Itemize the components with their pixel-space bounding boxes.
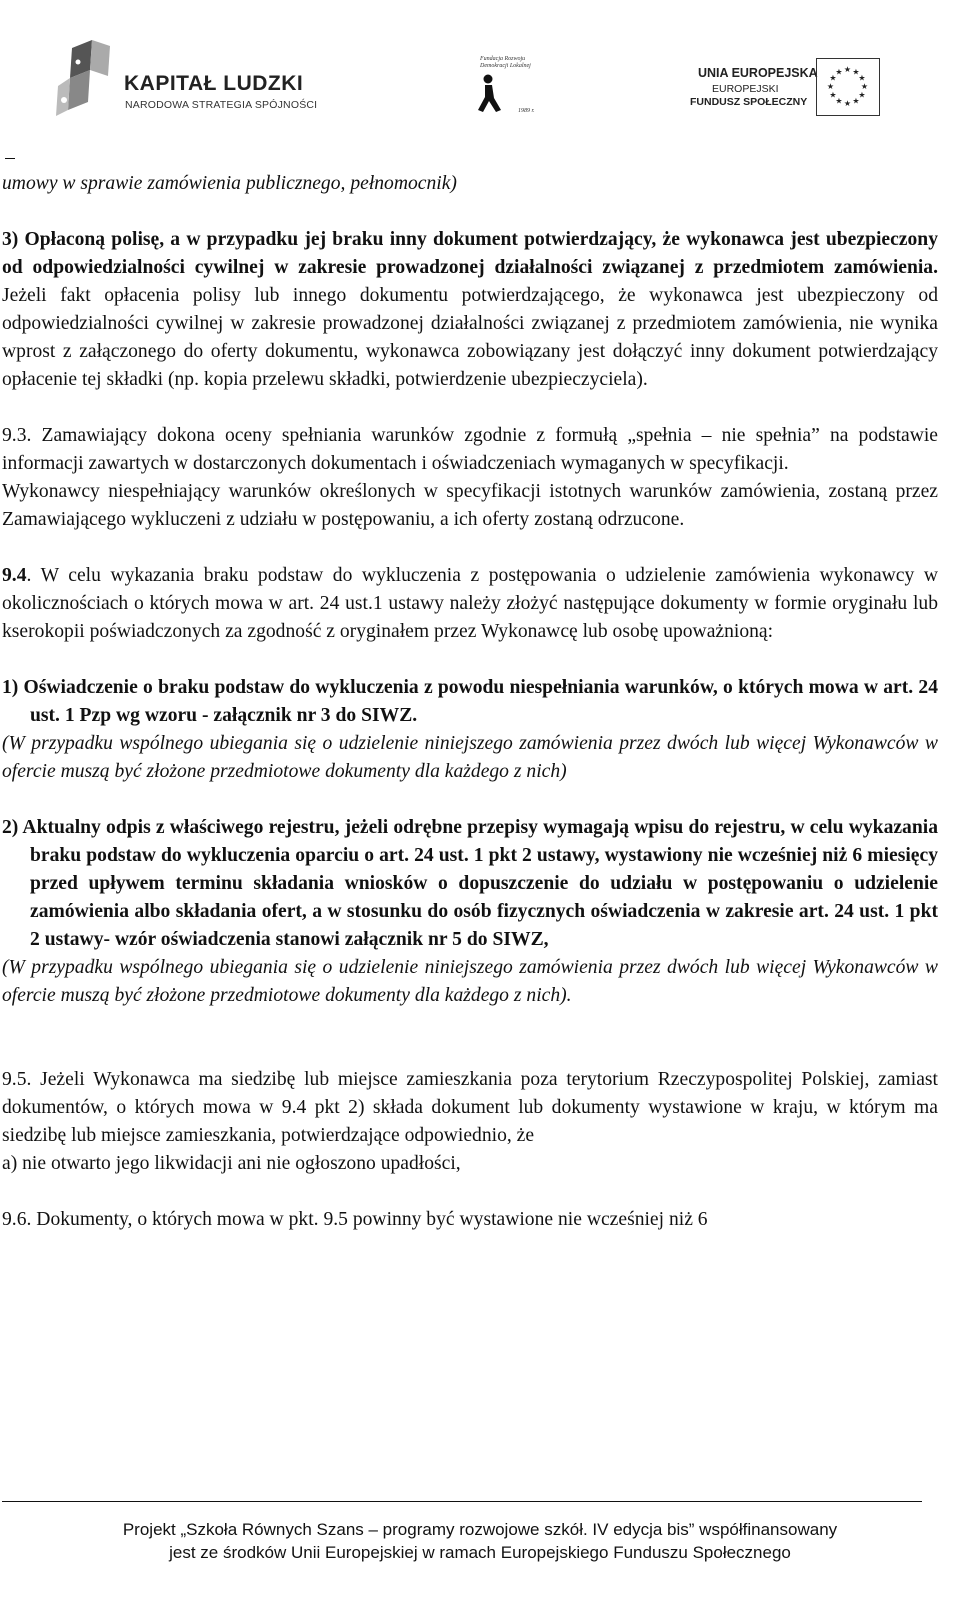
eu-fund-logo: [690, 60, 930, 120]
section-9-6: 9.6. Dokumenty, o których mowa w pkt. 9.5 powinny być wystawione nie wcześniej niż 6: [2, 1209, 708, 1230]
svg-text:★: ★: [835, 96, 843, 106]
foundation-name: Fundacja Rozwoju Demokracji Lokalnej: [480, 56, 531, 69]
footer-divider: [2, 1501, 922, 1502]
kapital-ludzki-logo: [52, 40, 342, 120]
list-item-1: 1) Oświadczenie o braku podstaw do wykluczenia z powodu niespełniania warunków, o których mowa w art. 24 ust. 1 Pzp wg wzoru - załącznik nr 3 do SIWZ.: [2, 677, 938, 726]
page-footer: [0, 1518, 960, 1564]
page-header: [0, 0, 960, 140]
svg-text:★: ★: [860, 82, 869, 91]
section-9-4-dot: .: [26, 565, 32, 586]
svg-text:★: ★: [829, 90, 837, 100]
document-body: [2, 170, 938, 1234]
footer-line-1: Projekt „Szkoła Równych Szans – programy rozwojowe szkół. IV edycja bis” współfinansowany: [122, 1520, 838, 1539]
list-item-2-note: (W przypadku wspólnego ubiegania się o udzielenie niniejszego zamówienia przez dwóch lub więcej Wykonawców w ofercie muszą być złożone przedmiotowe dokumenty dla każdego z nich).: [2, 957, 938, 1006]
paragraph-3-bold: 3) Opłaconą polisę, a w przypadku jej braku inny dokument potwierdzający, że wykonawca jest ubezpieczony od odpowiedzialności cywilnej w zakresie prowadzonej działalności związanej z przedmiotem zamówienia.: [2, 229, 938, 278]
top-dash: [5, 158, 15, 159]
svg-text:★: ★: [826, 82, 835, 91]
kapital-ludzki-subtitle: NARODOWA STRATEGIA SPÓJNOŚCI: [125, 99, 318, 111]
svg-text:★: ★: [843, 65, 852, 74]
svg-text:★: ★: [829, 73, 837, 83]
section-9-5-item-a: a) nie otwarto jego likwidacji ani nie ogłoszono upadłości,: [2, 1153, 461, 1174]
section-9-4-text: W celu wykazania braku podstaw do wykluczenia z postępowania o udzielenie zamówienia wykonawcy w okolicznościach o których mowa w art. 24 ust.1 ustawy należy złożyć następujące dokumenty w formie oryginału lub kserokopii poświadczonych za zgodność z oryginałem przez Wykonawcę lub osobę upoważnioną:: [2, 565, 938, 642]
eu-line-1: UNIA EUROPEJSKA: [698, 66, 818, 80]
kapital-ludzki-title: KAPITAŁ LUDZKI: [124, 72, 304, 95]
paragraph-continuation: umowy w sprawie zamówienia publicznego, pełnomocnik): [2, 173, 457, 194]
section-9-3-continued: Wykonawcy niespełniający warunków określonych w specyfikacji istotnych warunków zamówienia, zostaną przez Zamawiającego wykluczeni z udziału w postępowaniu, a ich oferty zostaną odrzucone.: [2, 481, 938, 530]
section-9-4: [2, 562, 938, 646]
paragraph-3-rest: Jeżeli fakt opłacenia polisy lub innego dokumentu potwierdzającego, że wykonawca jest ubezpieczony od odpowiedzialności cywilnej w zakresie prowadzonej działalności związanej z przedmiotem zamówienia, nie wynika wprost z załączonego do oferty dokumentu, wykonawca zobowiązany jest dołączyć inny dokument potwierdzający opłacenie tej składki (np. kopia przelewu składki, potwierdzenie ubezpieczyciela).: [2, 285, 938, 390]
eu-line-3: FUNDUSZ SPOŁECZNY: [690, 96, 808, 108]
svg-text:★: ★: [852, 96, 860, 106]
kapital-ludzki-emblem-icon: [52, 40, 118, 120]
paragraph-3-polisa: [2, 226, 938, 394]
foundation-logo: [470, 56, 550, 120]
svg-text:★: ★: [852, 67, 860, 77]
section-9-5: 9.5. Jeżeli Wykonawca ma siedzibę lub miejsce zamieszkania poza terytorium Rzeczypospolitej Polskiej, zamiast dokumentów, o których mowa w 9.4 pkt 2) składa dokument lub dokumenty wystawione w kraju, w którym ma siedzibę lub miejsce zamieszkania, potwierdzające odpowiednio, że: [2, 1069, 938, 1146]
svg-text:★: ★: [858, 73, 866, 83]
list-item-2: 2) Aktualny odpis z właściwego rejestru, jeżeli odrębne przepisy wymagają wpisu do rejestru, w celu wykazania braku podstaw do wykluczenia oparciu o art. 24 ust. 1 pkt 2 ustawy, wystawiony nie wcześniej niż 6 miesięcy przed upływem terminu składania wniosków o dopuszczenie do udziału w postępowaniu o udzielenie zamówienia albo składania ofert, a w stosunku do osób fizycznych oświadczenia w zakresie art. 24 ust. 1 pkt 2 ustawy- wzór oświadczenia stanowi załącznik nr 5 do SIWZ,: [2, 817, 938, 950]
list-item-1-note: (W przypadku wspólnego ubiegania się o udzielenie niniejszego zamówienia przez dwóch lub więcej Wykonawców w ofercie muszą być złożone przedmiotowe dokumenty dla każdego z nich): [2, 733, 938, 782]
svg-text:★: ★: [843, 99, 852, 108]
eu-flag-icon: [816, 58, 880, 116]
foundation-year: 1989 r.: [518, 108, 535, 114]
section-9-4-number: 9.4: [2, 565, 27, 586]
footer-line-2: jest ze środków Unii Europejskiej w ramach Europejskiego Funduszu Społecznego: [169, 1543, 791, 1562]
walking-figure-icon: [474, 74, 504, 114]
section-9-3: 9.3. Zamawiający dokona oceny spełniania warunków zgodnie z formułą „spełnia – nie spełnia” na podstawie informacji zawartych w dostarczonych dokumentach i oświadczeniach wymaganych w specyfikacji.: [2, 425, 938, 474]
svg-text:★: ★: [858, 90, 866, 100]
svg-text:★: ★: [835, 67, 843, 77]
eu-line-2: EUROPEJSKI: [712, 83, 779, 95]
